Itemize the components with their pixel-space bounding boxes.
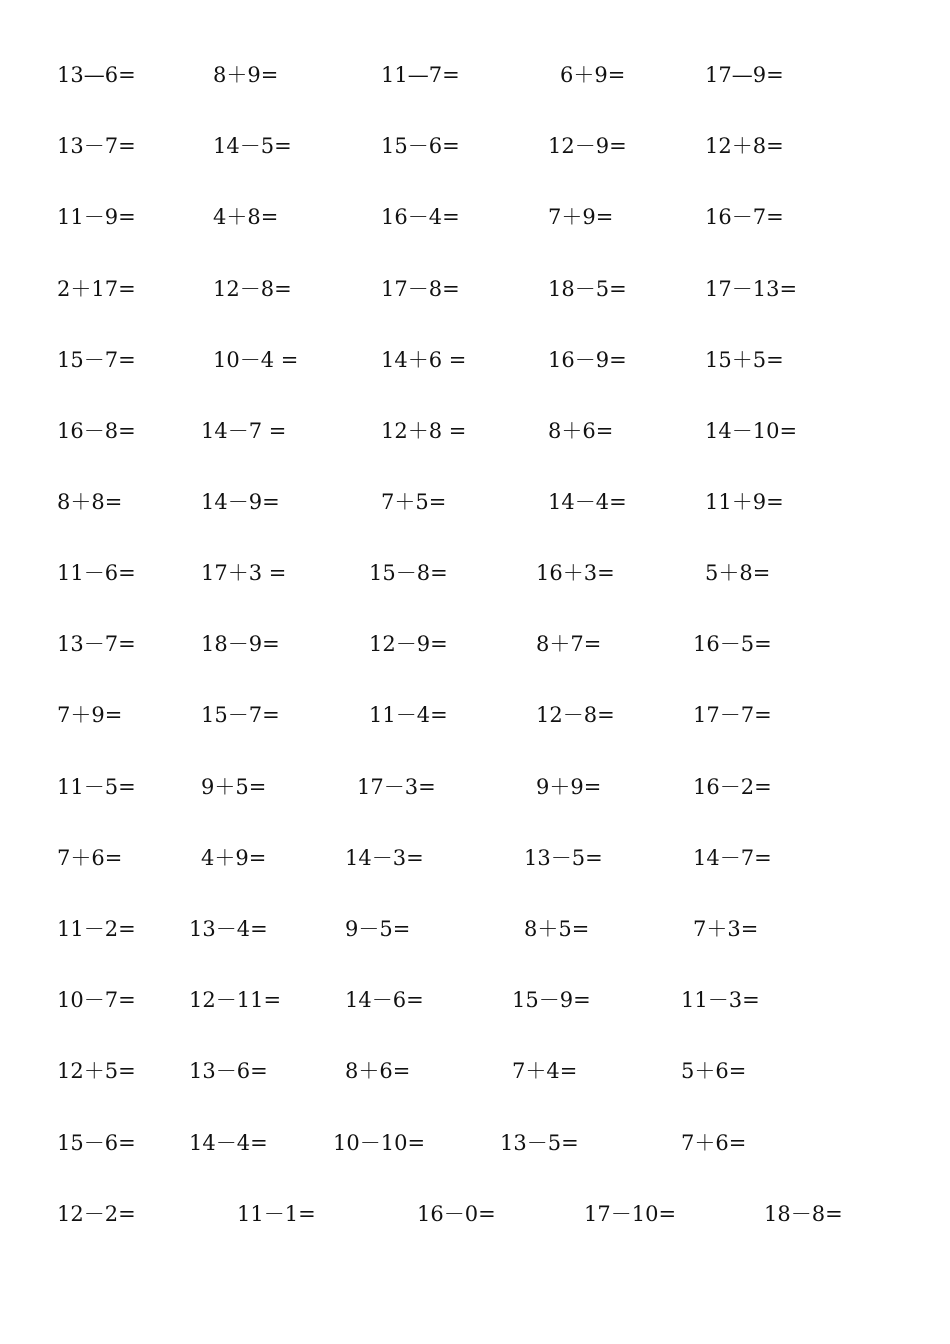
math-problem: 12－9=	[548, 134, 627, 158]
math-problem: 14－10=	[705, 419, 798, 443]
math-problem: 12＋8 =	[381, 419, 467, 443]
math-problem: 12＋5=	[57, 1059, 136, 1083]
math-problem: 11－6=	[57, 561, 136, 585]
math-problem: 10－4 =	[213, 348, 299, 372]
math-problem: 17－13=	[705, 277, 798, 301]
math-problem: 16－4=	[381, 205, 460, 229]
math-problem: 18－5=	[548, 277, 627, 301]
math-problem: 8＋6=	[345, 1059, 411, 1083]
math-problem: 14－4=	[189, 1131, 268, 1155]
math-problem: 16－0=	[417, 1202, 496, 1226]
math-problem: 17—9=	[705, 63, 784, 87]
math-problem: 17－8=	[381, 277, 460, 301]
math-problem: 13－5=	[524, 846, 603, 870]
math-problem: 17－7=	[693, 703, 772, 727]
math-problem: 8＋6=	[548, 419, 614, 443]
math-problem: 8＋8=	[57, 490, 123, 514]
math-problem: 11－2=	[57, 917, 136, 941]
math-problem: 12－11=	[189, 988, 282, 1012]
math-problem: 15－9=	[512, 988, 591, 1012]
math-problem: 16－9=	[548, 348, 627, 372]
math-problem: 10－10=	[333, 1131, 426, 1155]
math-problem: 13－7=	[57, 134, 136, 158]
math-problem: 12＋8=	[705, 134, 784, 158]
math-problem: 11－3=	[681, 988, 760, 1012]
math-problem: 4＋9=	[201, 846, 267, 870]
math-problem: 7＋6=	[681, 1131, 747, 1155]
math-problem: 14－5=	[213, 134, 292, 158]
math-problem: 17＋3 =	[201, 561, 287, 585]
math-problem: 15＋5=	[705, 348, 784, 372]
math-problem: 15－6=	[57, 1131, 136, 1155]
math-problem: 14＋6 =	[381, 348, 467, 372]
math-problem: 12－2=	[57, 1202, 136, 1226]
math-problem: 16－8=	[57, 419, 136, 443]
math-problem: 13－7=	[57, 632, 136, 656]
math-problem: 8＋5=	[524, 917, 590, 941]
math-problem: 13－6=	[189, 1059, 268, 1083]
math-problem: 7＋4=	[512, 1059, 578, 1083]
math-problem: 11－5=	[57, 775, 136, 799]
math-problem: 16－2=	[693, 775, 772, 799]
math-problem: 7＋5=	[381, 490, 447, 514]
math-problem: 14－3=	[345, 846, 424, 870]
math-problem: 10－7=	[57, 988, 136, 1012]
math-problem: 11－9=	[57, 205, 136, 229]
math-problem: 12－8=	[536, 703, 615, 727]
math-problem: 11—7=	[381, 63, 460, 87]
math-problem: 7＋9=	[57, 703, 123, 727]
math-problem: 5＋8=	[705, 561, 771, 585]
math-problem: 4＋8=	[213, 205, 279, 229]
math-problem: 7＋9=	[548, 205, 614, 229]
math-problem: 11－1=	[237, 1202, 316, 1226]
math-problem: 7＋6=	[57, 846, 123, 870]
math-problem: 16－5=	[693, 632, 772, 656]
math-problem: 6＋9=	[560, 63, 626, 87]
math-problem: 9＋5=	[201, 775, 267, 799]
math-problem: 15－7=	[201, 703, 280, 727]
math-problem: 17－3=	[357, 775, 436, 799]
math-problem: 12－8=	[213, 277, 292, 301]
math-problem: 2＋17=	[57, 277, 136, 301]
math-problem: 11＋9=	[705, 490, 784, 514]
math-problem: 15－7=	[57, 348, 136, 372]
math-problem: 13—6=	[57, 63, 136, 87]
math-problem: 9－5=	[345, 917, 411, 941]
math-problem: 8＋7=	[536, 632, 602, 656]
math-problem: 9＋9=	[536, 775, 602, 799]
math-problem: 12－9=	[369, 632, 448, 656]
math-problem: 16－7=	[705, 205, 784, 229]
math-problem: 13－5=	[500, 1131, 579, 1155]
math-problem: 7＋3=	[693, 917, 759, 941]
math-problem: 18－8=	[764, 1202, 843, 1226]
math-problem: 14－7=	[693, 846, 772, 870]
math-problem: 5＋6=	[681, 1059, 747, 1083]
math-problem: 8＋9=	[213, 63, 279, 87]
math-problem: 18－9=	[201, 632, 280, 656]
math-problem: 13－4=	[189, 917, 268, 941]
math-problem: 14－6=	[345, 988, 424, 1012]
math-problem: 11－4=	[369, 703, 448, 727]
math-problem: 14－7 =	[201, 419, 287, 443]
math-problem: 16＋3=	[536, 561, 615, 585]
math-problem: 14－4=	[548, 490, 627, 514]
math-problem: 15－6=	[381, 134, 460, 158]
math-problem: 17－10=	[584, 1202, 677, 1226]
math-problem: 14－9=	[201, 490, 280, 514]
math-problem: 15－8=	[369, 561, 448, 585]
